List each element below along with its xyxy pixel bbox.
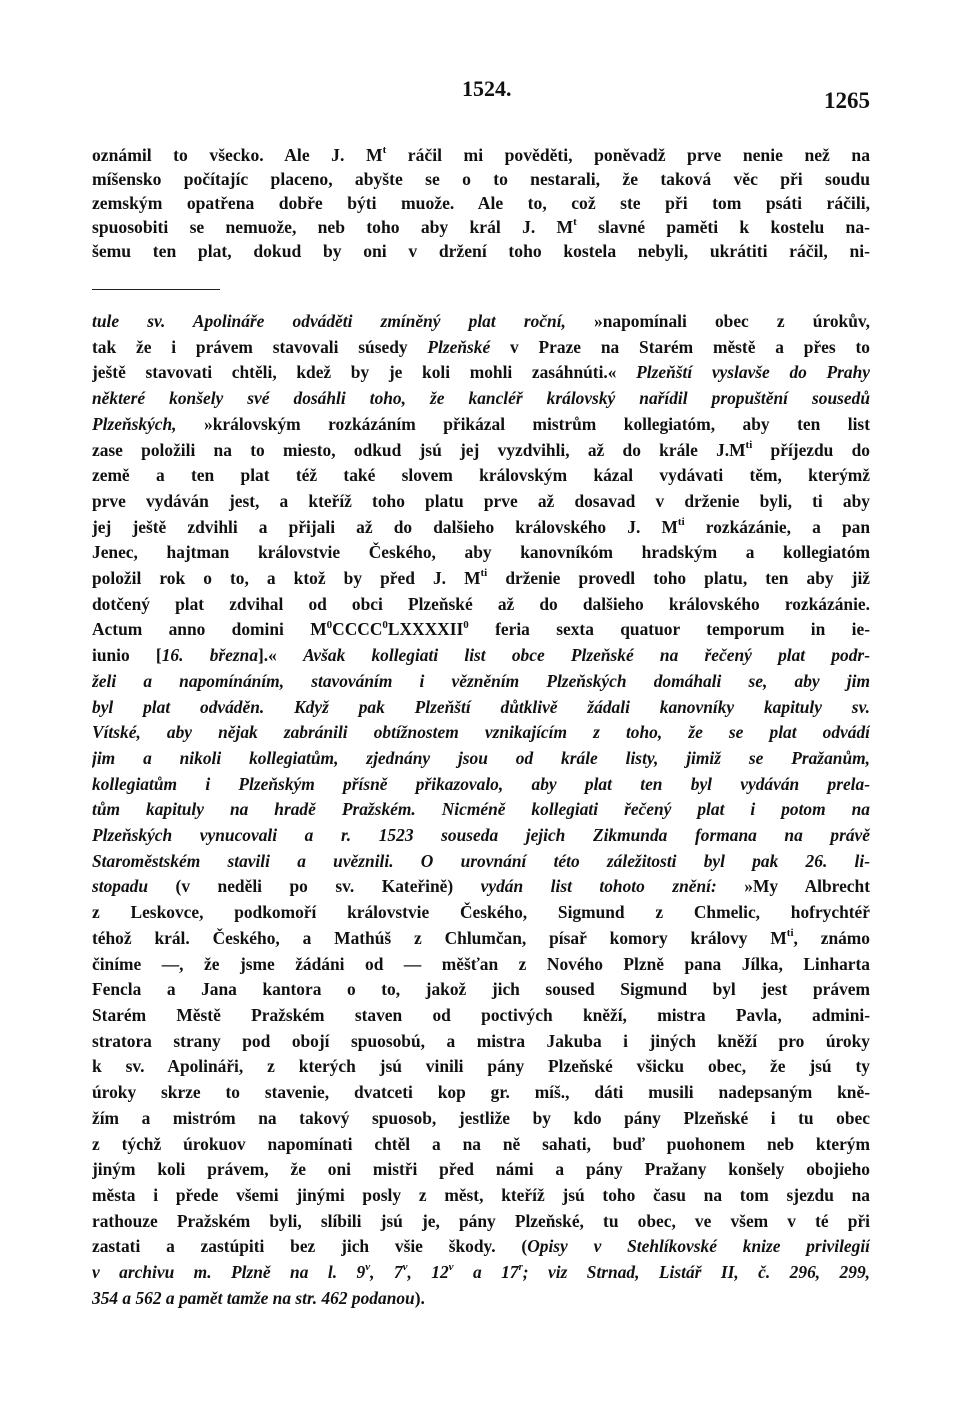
- text-run: příjezdu do: [752, 439, 870, 460]
- text-run: z Leskovce, podkomoří královstvie Českého, Sigmund z Chmelic, hofrychtéř: [92, 902, 870, 923]
- footnote-line: [92, 1054, 870, 1080]
- text-run: Plzeňských vynucovali a r. 1523 souseda jejich Zikmunda formana na právě: [92, 825, 870, 846]
- text-run: žím a mistróm na takový spuosob, jestliže by kdo pány Plzeňské i tu obec: [92, 1107, 870, 1128]
- text-run: zemským opatřena dobře býti muože. Ale to, což ste při tom psáti ráčili,: [92, 193, 870, 213]
- text-run: kollegiatům i Plzeňským přísně přikazovalo, aby plat ten byl vydáván prela-: [92, 773, 870, 794]
- text-run: stratora strany pod obojí spuosobú, a mistra Jakuba i jiných kněží pro úroky: [92, 1030, 870, 1051]
- text-run: ještě stavovati chtěli, kdež by je koli mohli zasáhnúti.«: [92, 362, 637, 383]
- footnote-line: [92, 1286, 870, 1312]
- footnote-line: [92, 720, 870, 746]
- text-run: jej ještě zdvihli a přijali až do dalšieho královského J. M: [92, 516, 678, 537]
- text-run: téhož král. Českého, a Mathúš z Chlumčan, písař komory královy M: [92, 927, 787, 948]
- text-run: šemu ten plat, dokud by oni v držení toho kostela nebyli, ukrátiti ráčil, ni-: [92, 241, 870, 261]
- footnote-line: [92, 1106, 870, 1132]
- main-text-line: [92, 215, 870, 239]
- text-run: v Praze na Starém městě a přes to: [490, 336, 870, 357]
- text-run: tule sv. Apolináře odváděti zmíněný plat roční,: [92, 311, 566, 331]
- text-run: slavné paměti k kostelu na-: [576, 217, 870, 237]
- text-run: stopadu: [92, 876, 149, 897]
- text-run: ].«: [258, 645, 304, 666]
- text-run: »napomínali obec z úrokův,: [565, 311, 870, 331]
- superscript: v: [402, 1261, 408, 1274]
- footnote-line: [92, 1003, 870, 1029]
- footnote-line: [92, 797, 870, 823]
- superscript: v: [365, 1261, 371, 1274]
- text-run: oznámil to všecko. Ale J. M: [92, 145, 383, 165]
- footnote-line: [92, 1209, 870, 1235]
- footnote-line: [92, 1157, 870, 1183]
- text-run: tům kapituly na hradě Pražském. Nicméně kollegiati řečený plat i potom na: [92, 799, 870, 820]
- footnote-line: [92, 772, 870, 798]
- text-run: ráčil mi pověděti, poněvadž prve nenie než na: [386, 145, 870, 165]
- footnote-line: [92, 566, 870, 592]
- text-run: tak že i právem stavovali súsedy: [92, 336, 428, 357]
- footnote-line: [92, 360, 870, 386]
- superscript: ti: [745, 438, 753, 451]
- superscript: t: [573, 216, 577, 229]
- footnote-line: [92, 617, 870, 643]
- text-run: zastati a zastúpiti bez jich všie škody. (: [92, 1236, 528, 1257]
- text-run: drženie provedl toho platu, ten aby již: [487, 568, 870, 589]
- footnote-line: [92, 669, 870, 695]
- text-run: spuosobiti se nemuože, neb toho aby král J. M: [92, 217, 574, 237]
- text-run: feria sexta quatuor temporum in ie-: [468, 619, 870, 640]
- text-run: Jenec, hajtman královstvie Českého, aby kanovníkóm hradským a kollegiatóm: [92, 542, 870, 563]
- superscript: t: [382, 144, 387, 157]
- superscript: 0: [382, 618, 388, 631]
- superscript: r: [518, 1261, 523, 1274]
- footnote-text: [92, 309, 870, 1311]
- text-run: »královským rozkázáním přikázal mistrům kollegiatóm, aby ten list: [176, 413, 870, 434]
- footnote-line: [92, 746, 870, 772]
- text-run: zase položili na to miesto, odkud jsú jej vyzdvihli, až do krále J.M: [92, 439, 746, 460]
- footnote-line: [92, 412, 870, 438]
- main-text-line: [92, 167, 870, 191]
- text-run: ).: [414, 1287, 425, 1308]
- text-run: 354 a 562 a pamět tamže na str. 462 podanou: [92, 1287, 415, 1308]
- text-run: (v neděli po sv. Kateřině): [148, 876, 481, 897]
- text-run: Staroměstském stavili a uvěznili. O urovnání této záležitosti byl pak 26. li-: [92, 850, 870, 871]
- footnote-line: [92, 489, 870, 515]
- text-run: a 17: [453, 1262, 519, 1283]
- text-run: Starém Městě Pražském staven od poctivých kněží, mistra Pavla, admini-: [92, 1004, 870, 1025]
- text-run: rathouze Pražském byli, slíbili jsú je, pány Plzeňské, tu obec, ve všem v té při: [92, 1210, 870, 1231]
- footnote-line: [92, 926, 870, 952]
- text-run: LXXXXII: [387, 619, 464, 640]
- superscript: ti: [677, 515, 685, 528]
- footnote-line: [92, 643, 870, 669]
- text-run: v archivu m. Plzně na l. 9: [92, 1262, 366, 1283]
- text-run: vydán list tohoto znění:: [480, 876, 717, 897]
- superscript: 0: [463, 618, 469, 631]
- text-run: Plzeňští vyslavše do Prahy: [636, 362, 870, 383]
- text-run: rozkázánie, a pan: [684, 516, 870, 537]
- main-text-line: [92, 239, 870, 263]
- text-run: byl plat odváděn. Když pak Plzeňští důtklivě žádali kanovníky kapituly sv.: [92, 696, 870, 717]
- footnote-line: [92, 823, 870, 849]
- text-run: míšensko počítajíc placeno, abyšte se o to nestarali, že taková věc při soudu: [92, 169, 870, 189]
- page-number: 1265: [824, 88, 870, 113]
- text-run: jiným koli právem, že oni mistři před námi a pány Pražany konšely obojieho: [92, 1159, 870, 1180]
- footnote-line: [92, 540, 870, 566]
- text-run: »My Albrecht: [716, 876, 870, 897]
- footnote-line: [92, 463, 870, 489]
- superscript: ti: [786, 927, 794, 940]
- text-run: z týchž úrokuov napomínati chtěl a na ně sahati, buď puohonem neb kterým: [92, 1133, 870, 1154]
- main-text: [92, 143, 870, 263]
- footnote-line: [92, 1234, 870, 1260]
- text-run: , 12: [407, 1262, 449, 1283]
- footnote-line: [92, 1029, 870, 1055]
- text-run: Plzeňské: [427, 336, 491, 357]
- text-run: některé konšely své dosáhli toho, že kancléř královský nařídil propuštění sousedů: [92, 388, 870, 409]
- text-run: , 7: [370, 1262, 403, 1283]
- text-run: iunio [: [92, 645, 162, 666]
- footnote-line: [92, 695, 870, 721]
- text-run: činíme —, že jsme žádáni od — měšťan z Nového Plzně pana Jílka, Linharta: [92, 953, 870, 974]
- text-run: CCCC: [332, 619, 383, 640]
- footnote-line: [92, 849, 870, 875]
- superscript: v: [448, 1261, 454, 1274]
- footnote-line: [92, 515, 870, 541]
- footnote-line: [92, 1080, 870, 1106]
- text-run: Vítské, aby nějak zabránili obtížnostem vznikajícím z toho, že se plat odvádí: [92, 722, 870, 743]
- text-run: prve vydáván jest, a kteříž toho platu prve až dosavad v drženie byli, ti aby: [92, 490, 870, 511]
- footnote-separator: [92, 289, 220, 290]
- footnote-line: [92, 952, 870, 978]
- footnote-line: [92, 335, 870, 361]
- superscript: ti: [480, 567, 488, 580]
- page-year: 1524.: [462, 76, 512, 101]
- text-run: želi a napomínáním, stavováním i vězněním Plzeňských domáhali se, aby jim: [92, 670, 870, 691]
- text-run: Actum anno domini M: [92, 619, 327, 640]
- superscript: 0: [326, 618, 333, 631]
- text-run: Avšak kollegiati list obce Plzeňské na řečený plat podr-: [303, 645, 870, 666]
- text-run: 16. března: [161, 645, 259, 666]
- footnote-line: [92, 592, 870, 618]
- footnote-line: [92, 1132, 870, 1158]
- footnote-line: [92, 386, 870, 412]
- footnote-line: [92, 977, 870, 1003]
- text-run: k sv. Apolináři, z kterých jsú vinili pány Plzeňské všicku obec, že jsú ty: [92, 1056, 870, 1077]
- text-run: položil rok o to, a ktož by před J. M: [92, 568, 481, 589]
- footnote-line: [92, 438, 870, 464]
- text-run: Plzeňských,: [92, 413, 177, 434]
- main-text-line: [92, 143, 870, 167]
- text-run: Opisy v Stehlíkovské knize privilegií: [527, 1236, 870, 1257]
- footnote-line: [92, 874, 870, 900]
- text-run: jim a nikoli kollegiatům, zjednány jsou od krále listy, jimiž se Pražanům,: [92, 747, 870, 768]
- text-run: města i přede všemi jinými posly z měst, kteříž jsú toho času na tom sjezdu na: [92, 1184, 870, 1205]
- text-run: dotčený plat zdvihal od obci Plzeňské až do dalšieho královského rozkázánie.: [92, 593, 870, 614]
- text-run: , známo: [793, 927, 870, 948]
- text-run: ; viz Strnad, Listář II, č. 296, 299,: [522, 1262, 870, 1283]
- footnote-line: [92, 1260, 870, 1286]
- footnote-line: [92, 309, 870, 335]
- text-run: úroky skrze to stavenie, dvatceti kop gr. míš., dáti musili nadepsaným kně-: [92, 1082, 870, 1103]
- footnote-line: [92, 1183, 870, 1209]
- text-run: Fencla a Jana kantora o to, jakož jich soused Sigmund byl jest právem: [92, 979, 870, 1000]
- footnote-line: [92, 900, 870, 926]
- text-run: země a ten plat též také slovem královským kázal vydávati těm, kterýmž: [92, 465, 870, 486]
- main-text-line: [92, 191, 870, 215]
